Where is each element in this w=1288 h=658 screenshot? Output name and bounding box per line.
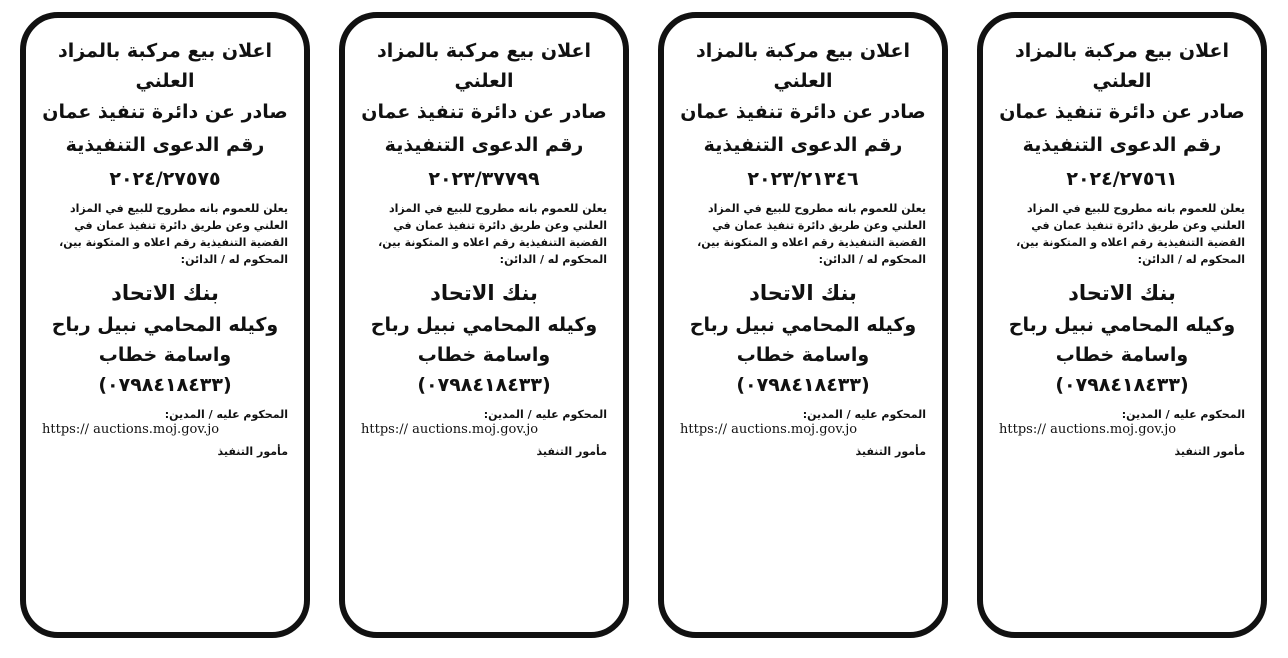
auction-notice-2 [339, 12, 629, 638]
notice-intro: يعلن للعموم بانه مطروح للبيع في المزاد العلني وعن طريق دائرة تنفيذ عمان في القضية التنفيذية رقم اعلاه و المتكونة بين، [59, 202, 288, 249]
lawyer-phone: (٠٧٩٨٤١٨٤٣٣) [1055, 374, 1189, 396]
creditor-label: المحكوم له / الدائن: [818, 253, 926, 266]
case-number: رقم الدعوى التنفيذية ٢٠٢٤/٢٧٥٧٥ [65, 134, 265, 190]
case-number: رقم الدعوى التنفيذية ٢٠٢٣/٣٧٧٩٩ [384, 134, 584, 190]
lawyer-name: وكيله المحامي نبيل رباح واسامة خطاب [1008, 314, 1236, 366]
creditor-bank: بنك الاتحاد [1068, 281, 1176, 305]
creditor-label: المحكوم له / الدائن: [1137, 253, 1245, 266]
auction-url: https:// auctions.moj.gov.jo [361, 422, 539, 437]
notice-title: اعلان بيع مركبة بالمزاد العلني [58, 40, 272, 92]
case-number: رقم الدعوى التنفيذية ٢٠٢٤/٢٧٥٦١ [1022, 134, 1222, 190]
notice-subtitle: صادر عن دائرة تنفيذ عمان [42, 101, 288, 123]
lawyer-phone: (٠٧٩٨٤١٨٤٣٣) [417, 374, 551, 396]
notice-title: اعلان بيع مركبة بالمزاد العلني [1015, 40, 1229, 92]
auction-url: https:// auctions.moj.gov.jo [680, 422, 858, 437]
debtor-label: المحكوم عليه / المدين: [1121, 408, 1245, 421]
creditor-bank: بنك الاتحاد [111, 281, 219, 305]
notice-subtitle: صادر عن دائرة تنفيذ عمان [680, 101, 926, 123]
auction-url: https:// auctions.moj.gov.jo [42, 422, 220, 437]
lawyer-name: وكيله المحامي نبيل رباح واسامة خطاب [51, 314, 279, 366]
official-signature: مأمور التنفيذ [1174, 445, 1245, 458]
notice-intro: يعلن للعموم بانه مطروح للبيع في المزاد العلني وعن طريق دائرة تنفيذ عمان في القضية التنفيذية رقم اعلاه و المتكونة بين، [378, 202, 607, 249]
lawyer-name: وكيله المحامي نبيل رباح واسامة خطاب [370, 314, 598, 366]
auction-notice-4 [977, 12, 1267, 638]
creditor-label: المحكوم له / الدائن: [180, 253, 288, 266]
official-signature: مأمور التنفيذ [536, 445, 607, 458]
notice-intro: يعلن للعموم بانه مطروح للبيع في المزاد العلني وعن طريق دائرة تنفيذ عمان في القضية التنفيذية رقم اعلاه و المتكونة بين، [697, 202, 926, 249]
debtor-label: المحكوم عليه / المدين: [483, 408, 607, 421]
auction-url: https:// auctions.moj.gov.jo [999, 422, 1177, 437]
notice-intro: يعلن للعموم بانه مطروح للبيع في المزاد العلني وعن طريق دائرة تنفيذ عمان في القضية التنفيذية رقم اعلاه و المتكونة بين، [1016, 202, 1245, 249]
lawyer-name: وكيله المحامي نبيل رباح واسامة خطاب [689, 314, 917, 366]
notice-title: اعلان بيع مركبة بالمزاد العلني [377, 40, 591, 92]
creditor-label: المحكوم له / الدائن: [499, 253, 607, 266]
lawyer-phone: (٠٧٩٨٤١٨٤٣٣) [736, 374, 870, 396]
auction-notice-3 [658, 12, 948, 638]
debtor-label: المحكوم عليه / المدين: [164, 408, 288, 421]
official-signature: مأمور التنفيذ [855, 445, 926, 458]
notice-title: اعلان بيع مركبة بالمزاد العلني [696, 40, 910, 92]
notice-subtitle: صادر عن دائرة تنفيذ عمان [999, 101, 1245, 123]
debtor-label: المحكوم عليه / المدين: [802, 408, 926, 421]
notice-subtitle: صادر عن دائرة تنفيذ عمان [361, 101, 607, 123]
official-signature: مأمور التنفيذ [217, 445, 288, 458]
auction-notice-1 [20, 12, 310, 638]
creditor-bank: بنك الاتحاد [430, 281, 538, 305]
case-number: رقم الدعوى التنفيذية ٢٠٢٣/٢١٣٤٦ [703, 134, 903, 190]
lawyer-phone: (٠٧٩٨٤١٨٤٣٣) [98, 374, 232, 396]
creditor-bank: بنك الاتحاد [749, 281, 857, 305]
